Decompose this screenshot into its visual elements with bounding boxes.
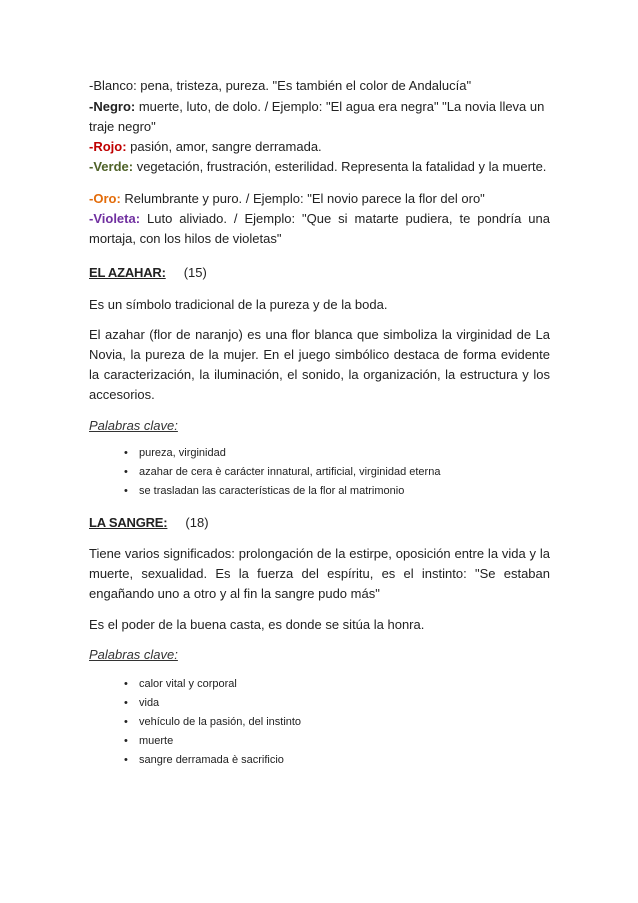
azahar-title: EL AZAHAR: — [89, 265, 166, 280]
azahar-clave-label: Palabras clave: — [89, 418, 178, 433]
color-verde-text: vegetación, frustración, esterilidad. Representa la fatalidad y la muerte. — [133, 159, 547, 174]
color-rojo-text: pasión, amor, sangre derramada. — [126, 139, 322, 154]
color-blanco: -Blanco: pena, tristeza, pureza. "Es también el color de Andalucía" — [89, 78, 472, 93]
sangre-keyword-list — [89, 675, 550, 770]
list-item: • pureza, virginidad — [124, 444, 550, 463]
sangre-description: Tiene varios significados: prolongación de la estirpe, oposición entre la vida y la muerte, sexualidad. Es la fuerza del espíritu, es el instinto: "Se estaban engañando uno a otro y al fin la sangre pudo más" — [89, 546, 550, 601]
azahar-section — [89, 263, 550, 501]
sangre-heading — [89, 513, 550, 533]
azahar-num: (15) — [183, 265, 207, 280]
sangre-clave-label: Palabras clave: — [89, 647, 178, 662]
color-oro — [89, 189, 550, 209]
list-item: • muerte — [124, 732, 550, 751]
sangre-title: LA SANGRE: — [89, 515, 168, 530]
color-negro-text: muerte, luto, de dolo. / Ejemplo: "El agua era negra" "La novia lleva un traje negro" — [89, 99, 545, 134]
list-item: • sangre derramada è sacrificio — [124, 751, 550, 770]
list-item: • se trasladan las características de la flor al matrimonio — [124, 482, 550, 501]
azahar-keyword-list — [89, 444, 550, 501]
azahar-heading — [89, 263, 550, 283]
color-violeta-label: -Violeta: — [89, 211, 141, 226]
list-item: • calor vital y corporal — [124, 675, 550, 694]
sangre-num: (18) — [185, 515, 209, 530]
azahar-intro: Es un símbolo tradicional de la pureza y de la boda. — [89, 297, 388, 312]
color-violeta-text: Luto aliviado. / Ejemplo: "Que si matarte pudiera, te pondría una mortaja, con los hilos de violetas" — [89, 211, 550, 246]
color-oro-text: Relumbrante y puro. / Ejemplo: "El novio parece la flor del oro" — [120, 191, 485, 206]
sangre-section — [89, 513, 550, 770]
list-item: • vehículo de la pasión, del instinto — [124, 713, 550, 732]
colores-section — [89, 76, 550, 249]
list-item: • azahar de cera è carácter innatural, artificial, virginidad eterna — [124, 463, 550, 482]
color-negro-label: -Negro: — [89, 99, 136, 114]
color-rojo-label: -Rojo: — [89, 139, 127, 154]
azahar-description: El azahar (flor de naranjo) es una flor blanca que simboliza la virginidad de La Novia, la pureza de la mujer. En el juego simbólico destaca de forma evidente la caracterización, la iluminación, el sonido, la organización, la estructura y los accesorios. — [89, 327, 550, 402]
color-verde — [89, 157, 550, 177]
list-item: • vida — [124, 694, 550, 713]
color-oro-label: -Oro: — [89, 191, 121, 206]
sangre-honra: Es el poder de la buena casta, es donde se sitúa la honra. — [89, 617, 425, 632]
color-rojo — [89, 137, 550, 157]
color-negro — [89, 97, 550, 137]
color-verde-label: -Verde: — [89, 159, 134, 174]
color-violeta — [89, 209, 550, 249]
